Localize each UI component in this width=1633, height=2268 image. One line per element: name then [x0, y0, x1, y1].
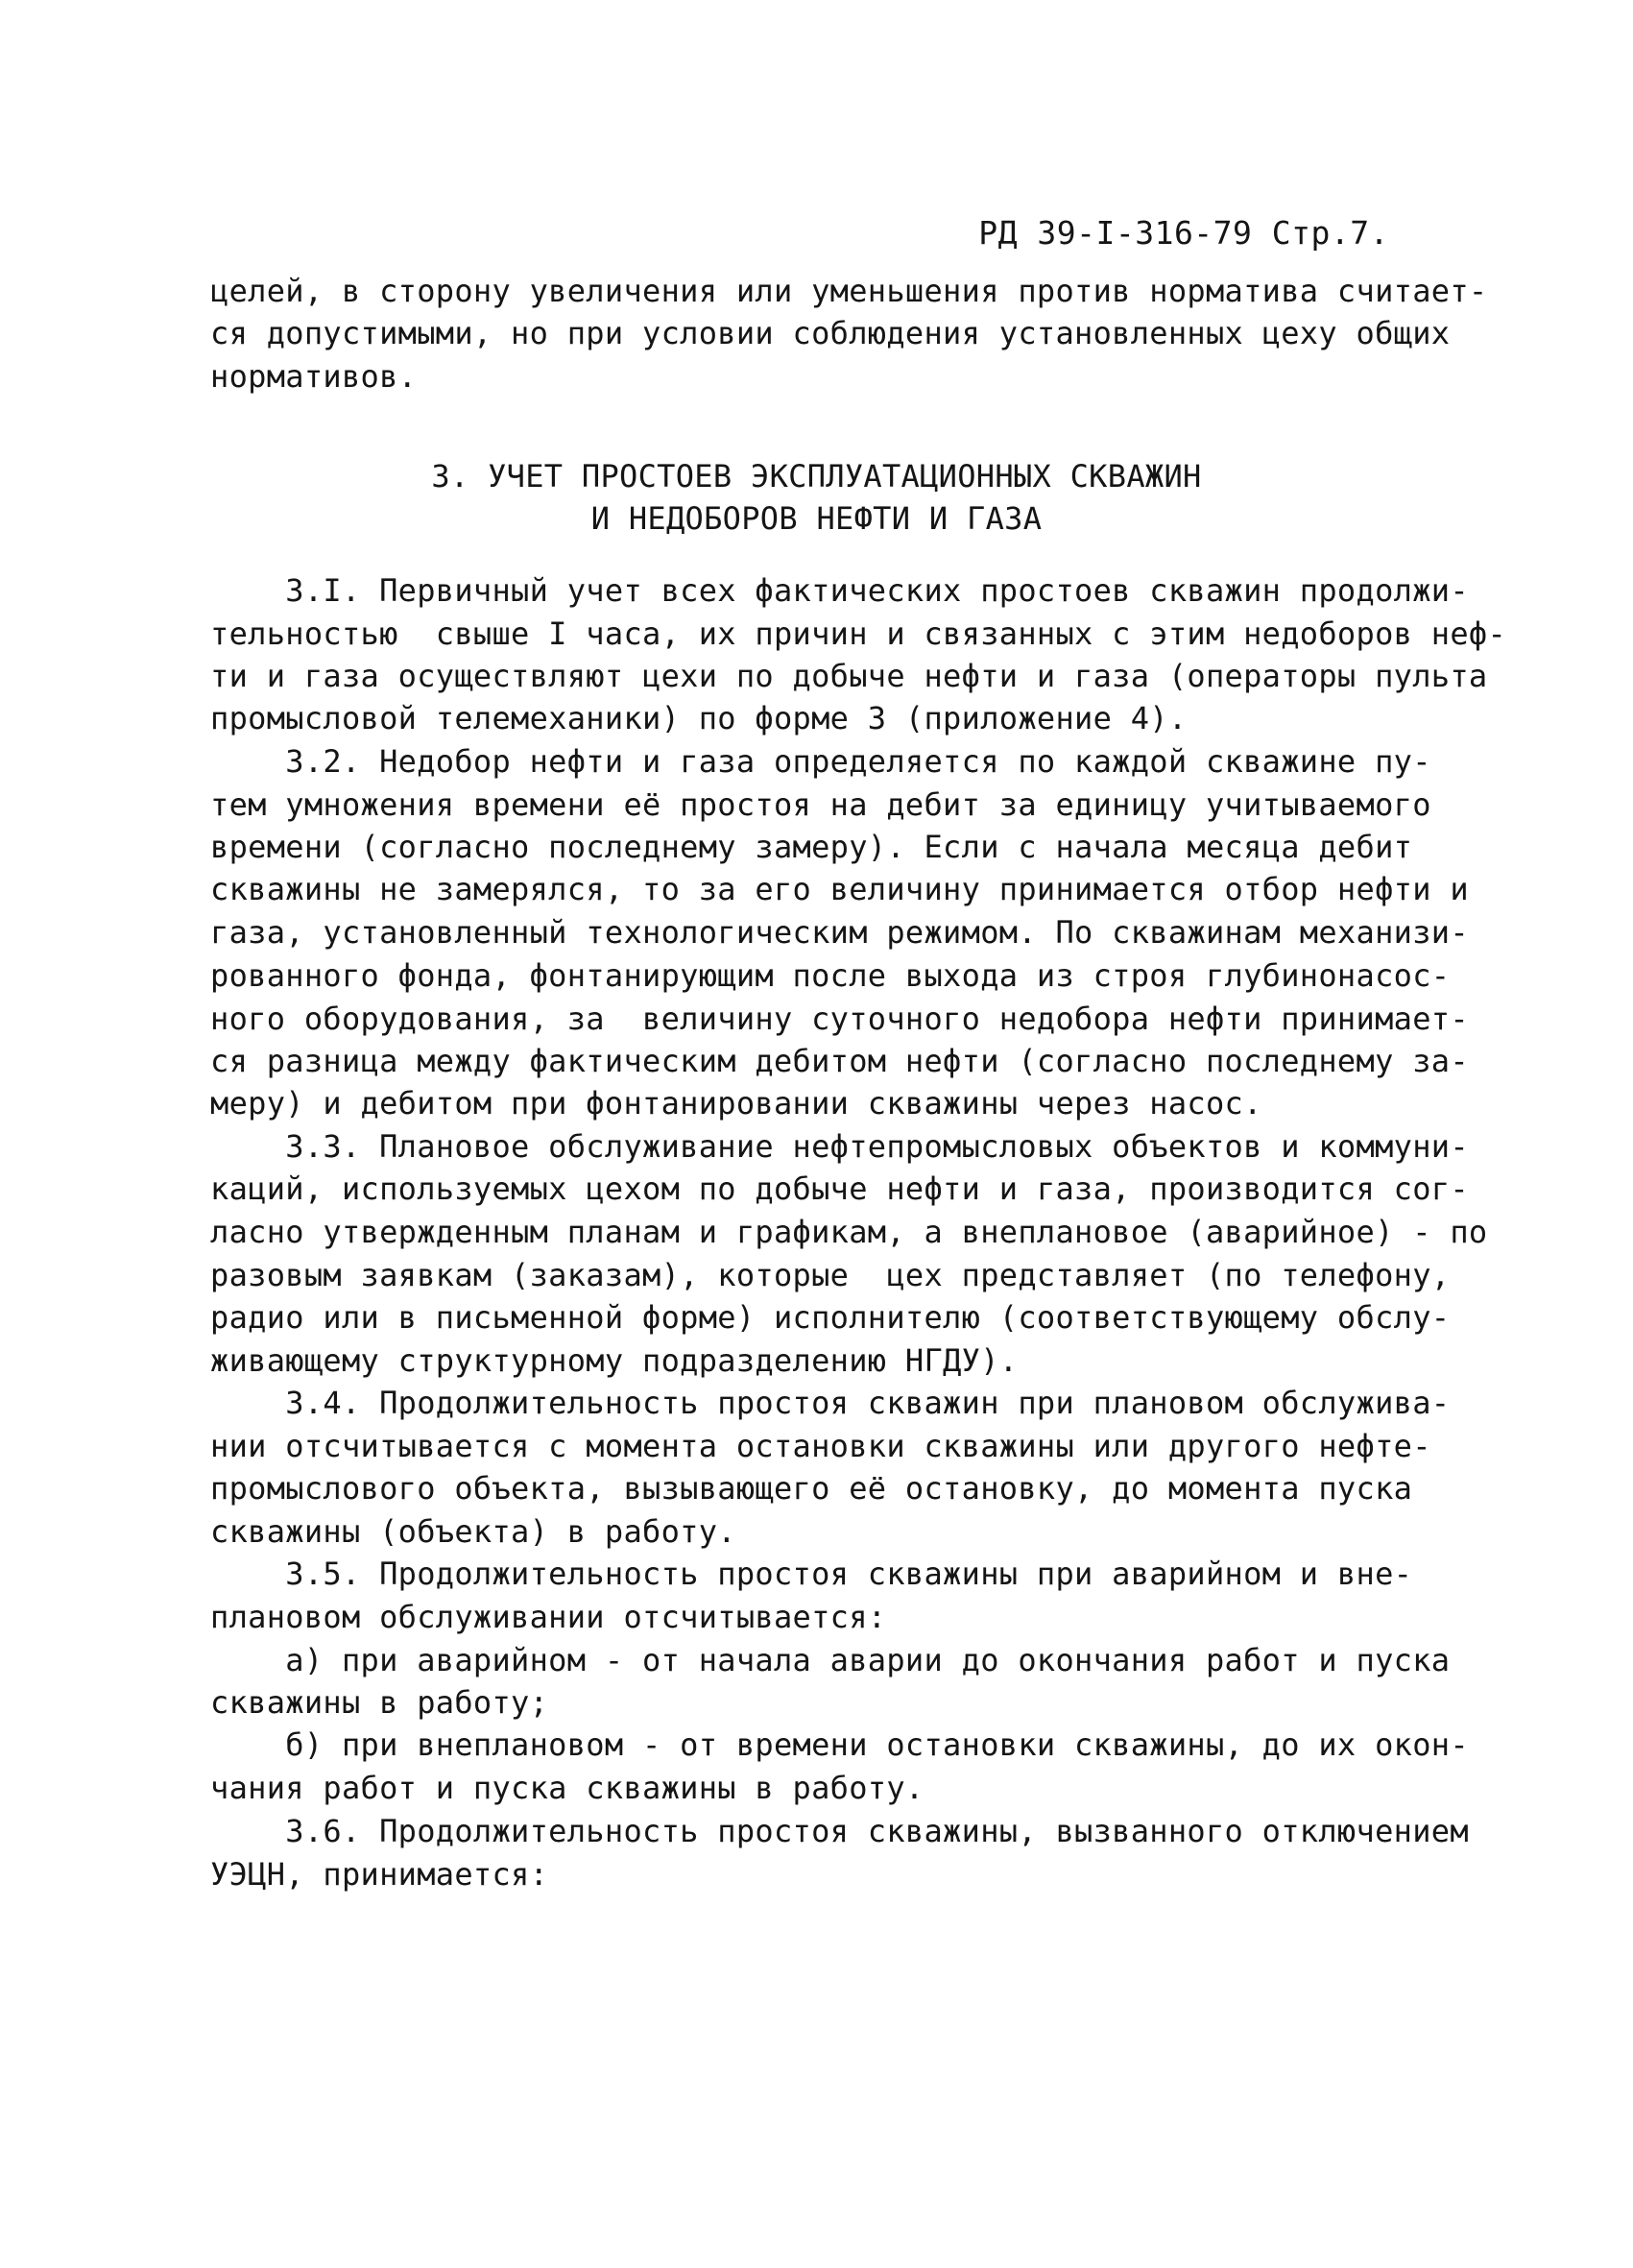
- text-line: каций, используемых цехом по добыче нефти и газа, производится сог-: [210, 1170, 1469, 1207]
- text-line: ся допустимыми, но при условии соблюдения установленных цеху общих: [210, 315, 1451, 351]
- page-header: РД 39-I-316-79 Стр.7.: [978, 214, 1389, 252]
- text-line: нии отсчитывается с момента остановки скважины или другого нефте-: [210, 1428, 1431, 1464]
- text-line: рованного фонда, фонтанирующим после выхода из строя глубинонасос-: [210, 957, 1451, 994]
- text-line: плановом обслуживании отсчитывается:: [210, 1599, 887, 1635]
- text-line: а) при аварийном - от начала аварии до окончания работ и пуска: [210, 1642, 1451, 1678]
- text-line: тельностью свыше I часа, их причин и связанных с этим недоборов неф-: [210, 615, 1507, 652]
- text-line: 3.2. Недобор нефти и газа определяется по каждой скважине пу-: [210, 743, 1431, 780]
- text-line: радио или в письменной форме) исполнителю (соответствующему обслу-: [210, 1299, 1451, 1336]
- text-line: скважины не замерялся, то за его величину принимается отбор нефти и: [210, 871, 1469, 907]
- text-line: ласно утвержденным планам и графикам, а внеплановое (аварийное) - по: [210, 1214, 1488, 1250]
- section-heading-line: 3. УЧЕТ ПРОСТОЕВ ЭКСПЛУАТАЦИОННЫХ СКВАЖИН: [431, 458, 1202, 495]
- text-line: б) при внеплановом - от времени остановки скважины, до их окон-: [210, 1726, 1469, 1763]
- text-line: газа, установленный технологическим режимом. По скважинам механизи-: [210, 914, 1469, 951]
- text-line: нормативов.: [210, 358, 418, 395]
- text-line: промысловой телемеханики) по форме 3 (приложение 4).: [210, 700, 1188, 736]
- text-line: скважины в работу;: [210, 1684, 549, 1721]
- text-line: чания работ и пуска скважины в работу.: [210, 1770, 925, 1806]
- text-line: ти и газа осуществляют цехи по добыче нефти и газа (операторы пульта: [210, 658, 1488, 694]
- text-line: УЭЦН, принимается:: [210, 1856, 549, 1893]
- text-line: тем умножения времени её простоя на дебит за единицу учитываемого: [210, 786, 1431, 823]
- text-line: меру) и дебитом при фонтанировании скважины через насос.: [210, 1085, 1262, 1122]
- text-line: времени (согласно последнему замеру). Если с начала месяца дебит: [210, 829, 1413, 865]
- section-heading-line: И НЕДОБОРОВ НЕФТИ И ГАЗА: [590, 500, 1043, 537]
- text-line: живающему структурному подразделению НГДУ).: [210, 1342, 1019, 1379]
- text-line: промыслового объекта, вызывающего её остановку, до момента пуска: [210, 1470, 1413, 1507]
- text-line: целей, в сторону увеличения или уменьшения против норматива считает-: [210, 273, 1488, 309]
- text-line: скважины (объекта) в работу.: [210, 1513, 736, 1550]
- text-line: 3.6. Продолжительность простоя скважины, вызванного отключением: [210, 1813, 1469, 1849]
- text-line: 3.I. Первичный учет всех фактических простоев скважин продолжи-: [210, 572, 1469, 609]
- text-line: 3.5. Продолжительность простоя скважины при аварийном и вне-: [210, 1556, 1413, 1592]
- text-line: ного оборудования, за величину суточного недобора нефти принимает-: [210, 1001, 1469, 1037]
- text-line: разовым заявкам (заказам), которые цех представляет (по телефону,: [210, 1257, 1451, 1293]
- text-line: 3.3. Плановое обслуживание нефтепромысловых объектов и коммуни-: [210, 1128, 1469, 1165]
- text-line: 3.4. Продолжительность простоя скважин при плановом обслужива-: [210, 1385, 1451, 1421]
- text-line: ся разница между фактическим дебитом нефти (согласно последнему за-: [210, 1043, 1469, 1079]
